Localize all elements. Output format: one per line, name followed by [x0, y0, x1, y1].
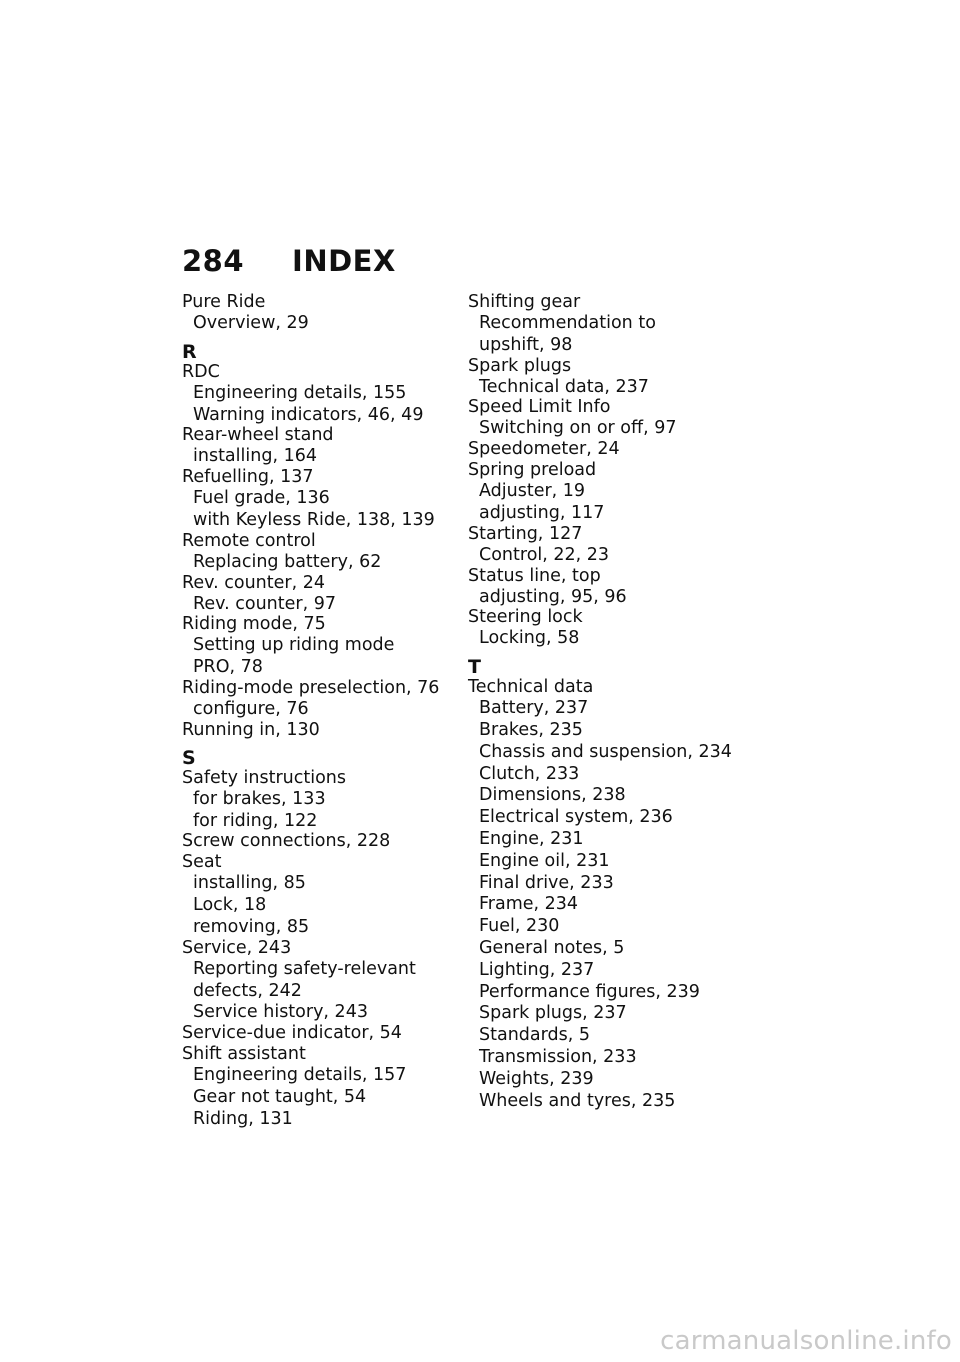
index-entry: Shift assistant: [182, 1044, 306, 1065]
index-subentry: Fuel, 230: [479, 916, 560, 937]
page-title: INDEX: [292, 244, 396, 278]
index-subentry: Battery, 237: [479, 698, 589, 719]
index-subentry: for brakes, 133: [193, 788, 326, 809]
index-subentry: Frame, 234: [479, 894, 579, 915]
index-subentry: Switching on or off, 97: [479, 418, 677, 439]
index-subentry: for riding, 122: [193, 810, 318, 831]
index-subentry: PRO, 78: [193, 657, 263, 678]
index-subentry: Spark plugs, 237: [479, 1003, 627, 1024]
index-subentry: Clutch, 233: [479, 763, 580, 784]
index-entry: Rev. counter, 24: [182, 572, 325, 593]
index-entry: Shifting gear: [468, 292, 581, 312]
index-subentry: Lighting, 237: [479, 959, 595, 980]
index-entry: Starting, 127: [468, 523, 583, 544]
index-subentry: Technical data, 237: [479, 376, 649, 397]
index-entry: Rear-wheel stand: [182, 425, 334, 446]
index-entry: Remote control: [182, 530, 316, 551]
index-subentry: Weights, 239: [479, 1068, 594, 1089]
index-subentry: Dimensions, 238: [479, 785, 626, 806]
index-letter-heading: T: [468, 656, 481, 679]
index-column-left: [182, 292, 454, 1130]
index-subentry: Engineering details, 157: [193, 1065, 407, 1086]
index-subentry: Control, 22, 23: [479, 544, 610, 565]
index-subentry: Chassis and suspension, 234: [479, 741, 732, 762]
index-subentry: Setting up riding mode: [193, 635, 395, 656]
watermark: carmanualsonline.info: [660, 1326, 952, 1356]
index-column-right: [468, 292, 740, 1111]
index-subentry: upshift, 98: [479, 334, 573, 355]
index-entry: Refuelling, 137: [182, 467, 314, 488]
index-letter-heading: S: [182, 746, 196, 769]
index-subentry: Engine, 231: [479, 828, 584, 849]
index-entry: Running in, 130: [182, 719, 320, 740]
index-subentry: Gear not taught, 54: [193, 1086, 367, 1107]
index-subentry: Wheels and tyres, 235: [479, 1090, 676, 1111]
index-entry: Service-due indicator, 54: [182, 1023, 402, 1044]
index-entry: Speed Limit Info: [468, 397, 611, 418]
index-subentry: Performance figures, 239: [479, 981, 700, 1002]
index-entry: Pure Ride: [182, 292, 266, 312]
index-subentry: configure, 76: [193, 698, 309, 719]
index-entry: Riding-mode preselection, 76: [182, 677, 440, 698]
index-subentry: Replacing battery, 62: [193, 551, 382, 572]
index-subentry: Overview, 29: [193, 313, 309, 333]
index-subentry: Service history, 243: [193, 1002, 368, 1023]
index-entry: Service, 243: [182, 937, 292, 958]
index-entry: RDC: [182, 361, 220, 382]
index-subentry: installing, 85: [193, 873, 306, 894]
index-subentry: Standards, 5: [479, 1025, 590, 1046]
index-entry: Seat: [182, 852, 222, 873]
index-subentry: Recommendation to: [479, 313, 656, 333]
index-subentry: Engine oil, 231: [479, 850, 610, 871]
index-subentry: adjusting, 117: [479, 502, 605, 523]
index-subentry: Fuel grade, 136: [193, 488, 330, 509]
index-entry: Screw connections, 228: [182, 831, 391, 852]
index-subentry: Electrical system, 236: [479, 807, 673, 828]
index-subentry: Warning indicators, 46, 49: [193, 404, 424, 425]
index-subentry: Riding, 131: [193, 1108, 293, 1129]
page-header: [182, 244, 396, 278]
index-subentry: removing, 85: [193, 916, 310, 937]
index-subentry: Final drive, 233: [479, 872, 614, 893]
index-subentry: Rev. counter, 97: [193, 593, 336, 614]
index-subentry: installing, 164: [193, 446, 317, 467]
index-subentry: Lock, 18: [193, 895, 267, 916]
index-subentry: with Keyless Ride, 138, 139: [193, 509, 435, 530]
index-subentry: Transmission, 233: [479, 1046, 637, 1067]
index-entry: Speedometer, 24: [468, 439, 620, 460]
index-entry: Spark plugs: [468, 355, 572, 376]
index-subentry: Reporting safety-relevant: [193, 958, 416, 979]
index-letter-heading: R: [182, 340, 197, 363]
index-entry: Spring preload: [468, 460, 597, 481]
index-entry: Safety instructions: [182, 767, 347, 788]
index-entry: Status line, top: [468, 565, 601, 586]
index-entry: Technical data: [468, 677, 594, 698]
index-entry: Riding mode, 75: [182, 614, 326, 635]
index-subentry: defects, 242: [193, 980, 302, 1001]
index-subentry: Brakes, 235: [479, 719, 583, 740]
index-subentry: Adjuster, 19: [479, 481, 586, 502]
page-number: 284: [182, 244, 245, 278]
index-subentry: Locking, 58: [479, 628, 580, 649]
index-entry: Steering lock: [468, 607, 583, 628]
index-subentry: adjusting, 95, 96: [479, 586, 627, 607]
index-subentry: General notes, 5: [479, 937, 625, 958]
index-subentry: Engineering details, 155: [193, 382, 407, 403]
